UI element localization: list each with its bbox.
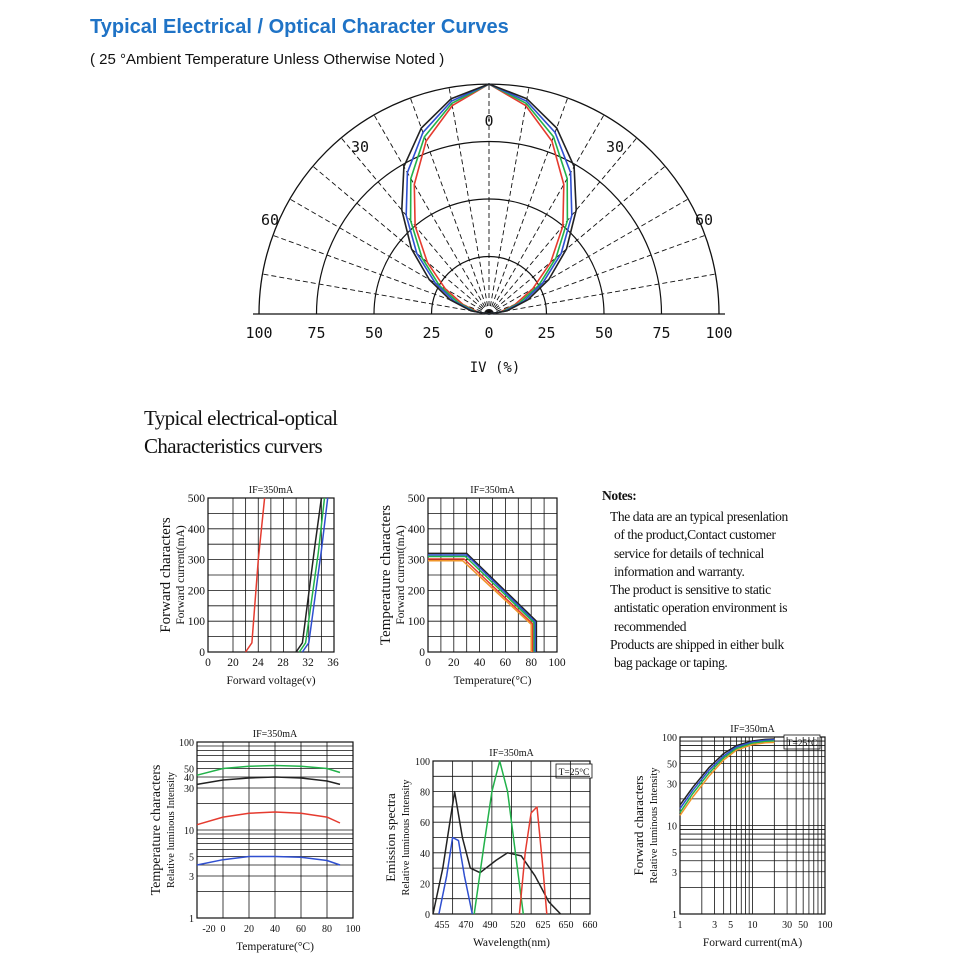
x-tick-label: 36 bbox=[327, 657, 339, 669]
x-tick-label: 20 bbox=[244, 924, 254, 935]
y-tick-label: 20 bbox=[420, 879, 430, 891]
note-1-line: of the product,Contact customer bbox=[614, 527, 776, 543]
x-tick-label: 625 bbox=[535, 920, 551, 931]
y-axis-main-label: Temperature characters bbox=[378, 504, 394, 646]
y-tick-label: 300 bbox=[407, 554, 425, 567]
x-tick-label: 650 bbox=[558, 920, 574, 931]
x-tick-label: 520 bbox=[510, 920, 526, 931]
y-tick-label: 50 bbox=[184, 764, 194, 776]
polar-angle-label: 30 bbox=[605, 138, 625, 156]
x-tick-label: 5 bbox=[728, 920, 734, 931]
polar-radial-tick: 25 bbox=[537, 324, 556, 342]
y-tick-label: 100 bbox=[415, 757, 430, 768]
x-tick-label: 80 bbox=[525, 657, 537, 669]
chart-title: IF=350mA bbox=[248, 485, 294, 496]
polar-radial-tick: 50 bbox=[594, 324, 614, 342]
polar-radial-tick: 100 bbox=[705, 324, 733, 342]
y-tick-label: 200 bbox=[407, 585, 425, 598]
x-tick-label: 0 bbox=[205, 657, 211, 669]
chart-title: IF=350mA bbox=[730, 724, 775, 735]
y-axis-main-label: Forward characters bbox=[631, 775, 646, 876]
series-blue bbox=[439, 838, 472, 915]
chart-title: IF=350mA bbox=[252, 729, 298, 740]
y-axis-label: Forward current(mA) bbox=[395, 525, 407, 625]
y-tick-label: 400 bbox=[187, 523, 205, 536]
x-tick-label: 60 bbox=[499, 657, 512, 669]
polar-spoke bbox=[489, 87, 529, 314]
section-title-line-1: Typical electrical-optical bbox=[144, 406, 338, 430]
y-tick-label: 1 bbox=[672, 910, 677, 921]
x-tick-label: 80 bbox=[322, 924, 332, 935]
y-axis-label: Relative luminous Intensity bbox=[166, 771, 177, 889]
x-tick-label: 470 bbox=[458, 920, 474, 931]
x-tick-label: 40 bbox=[270, 924, 280, 935]
y-tick-label: 500 bbox=[407, 493, 425, 505]
y-tick-label: 50 bbox=[667, 759, 677, 771]
y-tick-label: 200 bbox=[187, 585, 205, 598]
series-blue bbox=[680, 740, 774, 809]
x-tick-label: 0 bbox=[425, 657, 431, 669]
annotation-label: T=25°C bbox=[558, 768, 590, 778]
y-tick-label: 60 bbox=[420, 818, 430, 830]
y-tick-label: 5 bbox=[672, 848, 677, 860]
y-axis-label: Relative luminous Intensity bbox=[401, 779, 412, 896]
x-tick-label: 490 bbox=[482, 920, 498, 931]
x-tick-label: 50 bbox=[798, 920, 809, 931]
x-tick-label: 28 bbox=[277, 657, 289, 669]
polar-radial-tick: 0 bbox=[484, 324, 494, 342]
y-axis-main-label: Temperature characters bbox=[149, 764, 164, 896]
chart-title: IF=350mA bbox=[470, 485, 515, 496]
y-tick-label: 3 bbox=[672, 867, 677, 879]
y-tick-label: 10 bbox=[667, 821, 677, 833]
chart-title: IF=350mA bbox=[489, 748, 534, 759]
y-tick-label: 5 bbox=[189, 852, 194, 864]
y-tick-label: 40 bbox=[184, 773, 194, 785]
x-tick-label: 455 bbox=[434, 920, 450, 931]
series-black bbox=[428, 553, 536, 652]
polar-radial-tick: 100 bbox=[245, 324, 273, 342]
y-tick-label: 40 bbox=[420, 848, 430, 860]
y-axis-label: Forward current(mA) bbox=[175, 525, 187, 625]
page-subtitle: ( 25 °Ambient Temperature Unless Otherwise Noted ) bbox=[90, 51, 445, 68]
x-axis-label: Temperature(°C) bbox=[236, 941, 314, 953]
x-tick-label: 100 bbox=[548, 657, 566, 669]
polar-spoke bbox=[489, 115, 604, 314]
x-tick-label: 20 bbox=[227, 657, 239, 669]
x-tick-label: 40 bbox=[473, 657, 486, 669]
y-tick-label: 100 bbox=[187, 616, 205, 629]
x-tick-label: 100 bbox=[817, 920, 833, 931]
polar-spoke bbox=[489, 166, 665, 314]
polar-spoke bbox=[313, 166, 489, 314]
x-tick-label: 24 bbox=[252, 657, 264, 669]
note-3-line: Products are shipped in either bulk bbox=[610, 637, 784, 653]
polar-radial-tick: 75 bbox=[307, 324, 326, 342]
y-tick-label: 100 bbox=[179, 738, 194, 749]
note-3-line: bag package or taping. bbox=[614, 655, 728, 671]
y-tick-label: 0 bbox=[419, 647, 425, 659]
polar-radial-tick: 25 bbox=[422, 324, 441, 342]
series-red bbox=[197, 812, 340, 825]
y-tick-label: 0 bbox=[199, 647, 205, 659]
y-tick-label: 1 bbox=[189, 914, 194, 925]
series-red bbox=[519, 807, 546, 914]
polar-radial-tick: 75 bbox=[652, 324, 671, 342]
y-tick-label: 30 bbox=[184, 784, 194, 796]
polar-spoke bbox=[489, 199, 688, 314]
y-axis-main-label: Forward characters bbox=[158, 517, 174, 633]
x-tick-label: 1 bbox=[677, 920, 683, 931]
y-axis-main-label: Emission spectra bbox=[383, 793, 398, 882]
polar-spoke bbox=[262, 274, 489, 314]
polar-angle-label: 60 bbox=[694, 211, 714, 229]
polar-angle-label: 0 bbox=[484, 112, 494, 130]
x-tick-label: 0 bbox=[220, 924, 226, 935]
y-axis-label: Relative luminous Intensity bbox=[649, 767, 660, 884]
note-2-line: antistatic operation environment is bbox=[614, 600, 788, 616]
y-tick-label: 80 bbox=[420, 787, 430, 799]
x-tick-label: 100 bbox=[345, 924, 361, 935]
x-tick-label: 20 bbox=[448, 657, 460, 669]
note-2-line: The product is sensitive to static bbox=[610, 582, 771, 598]
x-tick-label: 32 bbox=[302, 657, 314, 669]
series-green bbox=[197, 766, 340, 776]
y-tick-label: 100 bbox=[407, 616, 425, 629]
notes-heading: Notes: bbox=[602, 488, 637, 503]
x-tick-label: 3 bbox=[712, 920, 718, 931]
x-axis-label: Wavelength(nm) bbox=[473, 937, 550, 949]
y-tick-label: 30 bbox=[667, 779, 677, 791]
note-1-line: The data are an typical presenlation bbox=[610, 509, 788, 524]
polar-spoke bbox=[374, 115, 489, 314]
note-1-line: information and warranty. bbox=[614, 563, 745, 579]
x-axis-label: Temperature(°C) bbox=[453, 675, 532, 687]
y-tick-label: 500 bbox=[187, 493, 205, 505]
series-blue bbox=[197, 857, 340, 866]
polar-angle-label: 30 bbox=[350, 138, 370, 156]
x-tick-label: 10 bbox=[747, 920, 758, 931]
y-tick-label: 0 bbox=[425, 910, 430, 921]
polar-angle-label: 60 bbox=[260, 211, 280, 229]
x-axis-label: Forward current(mA) bbox=[702, 937, 803, 949]
annotation-label: T=25°C bbox=[786, 739, 818, 749]
series-black bbox=[197, 777, 340, 784]
x-tick-label: 30 bbox=[782, 920, 793, 931]
polar-spoke bbox=[489, 274, 716, 314]
x-axis-label: Forward voltage(v) bbox=[226, 675, 316, 687]
y-tick-label: 3 bbox=[189, 872, 194, 884]
polar-axis-label: IV (%) bbox=[469, 360, 521, 376]
polar-radial-tick: 50 bbox=[364, 324, 384, 342]
section-title-line-2: Characteristics curvers bbox=[144, 434, 323, 458]
x-tick-label: 660 bbox=[582, 920, 598, 931]
y-tick-label: 400 bbox=[407, 523, 425, 536]
page-title: Typical Electrical / Optical Character Curves bbox=[90, 16, 509, 38]
y-tick-label: 100 bbox=[662, 733, 677, 744]
x-tick-label: 60 bbox=[296, 924, 306, 935]
y-tick-label: 10 bbox=[184, 826, 194, 837]
note-2-line: recommended bbox=[614, 618, 687, 634]
note-1-line: service for details of technical bbox=[614, 545, 764, 561]
polar-spoke bbox=[290, 199, 489, 314]
x-tick-label: -20 bbox=[202, 924, 216, 935]
y-tick-label: 300 bbox=[187, 554, 205, 567]
polar-spoke bbox=[449, 87, 489, 314]
